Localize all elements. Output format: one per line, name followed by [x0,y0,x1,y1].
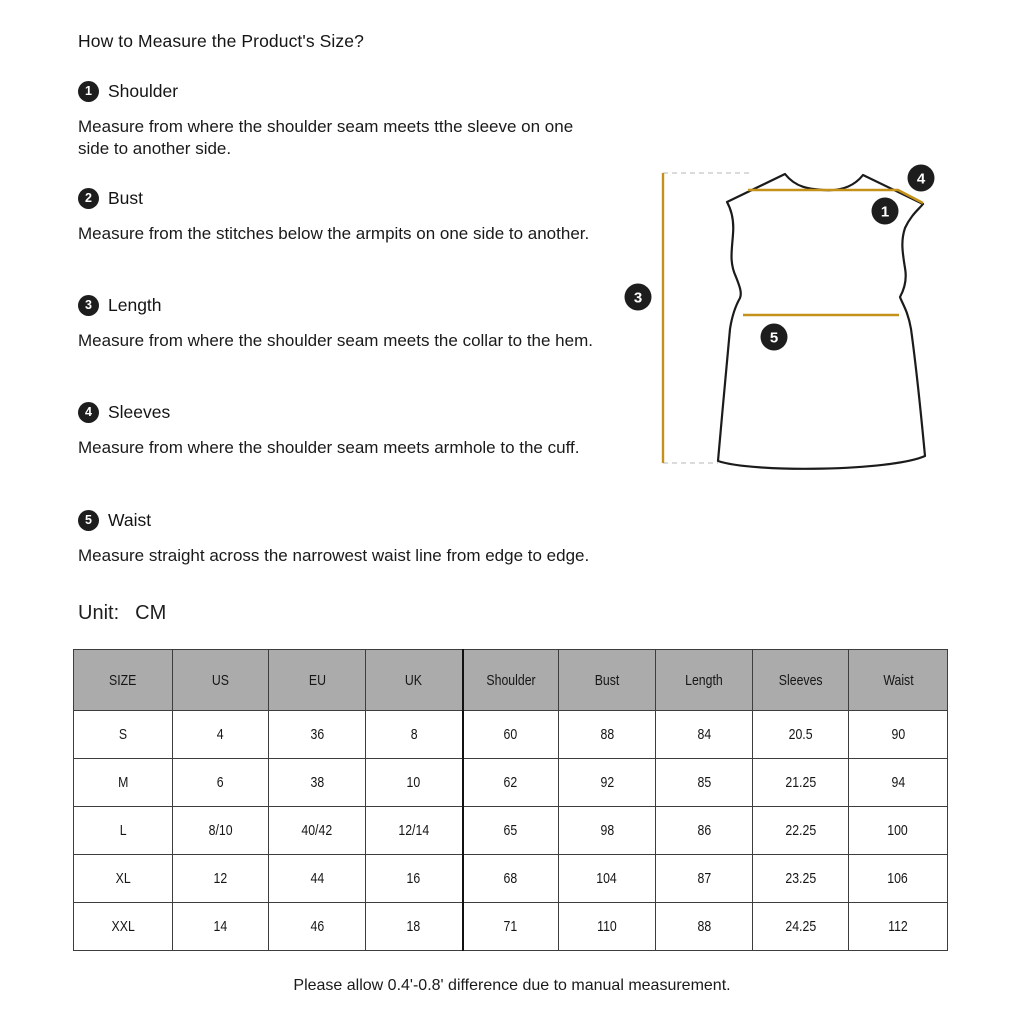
table-row-m [74,759,948,807]
diagram-marker-length [625,284,652,311]
cell-us: 12 [213,870,228,887]
col-header-sleeves-label: Sleeves [778,671,823,689]
cell-shoulder: 60 [503,726,518,743]
cell-waist: 90 [891,726,905,743]
cell-eu: 40/42 [301,822,333,839]
diagram-marker-shoulder [872,198,899,225]
col-header-us [173,650,269,711]
table-cell [463,711,559,759]
garment-diagram [600,150,960,480]
unit-line [78,602,166,625]
cell-bust: 104 [596,870,618,887]
col-header-shoulder [463,650,559,711]
section-sleeves-heading [78,401,610,423]
table-cell [269,903,366,951]
section-sleeves-desc: Measure from where the shoulder seam meets armhole to the cuff. [78,438,580,457]
section-sleeves [78,401,610,459]
table-header-row [74,650,948,711]
table-cell [849,807,948,855]
table-cell [74,711,173,759]
table-cell [366,855,463,903]
col-header-bust-label: Bust [594,671,620,689]
cell-size: S [118,726,128,743]
table-cell [173,855,269,903]
section-bust-label: Bust [108,187,144,208]
section-waist-heading [78,509,610,531]
number-badge-4: 4 [78,402,99,423]
section-waist-desc: Measure straight across the narrowest waist line from edge to edge. [78,546,590,565]
col-header-eu-label: EU [308,671,326,689]
section-shoulder-desc: Measure from where the shoulder seam meets tthe sleeve on one side to another side. [78,117,574,158]
col-header-size-label: SIZE [109,671,137,689]
table-cell [849,711,948,759]
col-header-uk-label: UK [405,671,423,689]
cell-shoulder: 62 [503,774,518,791]
table-cell [753,855,849,903]
table-cell [753,711,849,759]
cell-size: XXL [111,918,135,935]
unit-label: Unit: [78,602,120,624]
cell-size: XL [115,870,131,887]
cell-us: 14 [213,918,228,935]
cell-us: 4 [217,726,224,743]
col-header-waist [849,650,948,711]
section-length-heading [78,294,610,316]
table-cell [656,903,753,951]
section-shoulder [78,80,610,160]
table-row-s [74,711,948,759]
cell-sleeves: 24.25 [785,918,816,935]
table-cell [753,903,849,951]
table-cell [269,711,366,759]
diagram-marker-sleeves [908,165,935,192]
section-shoulder-heading [78,80,610,102]
table-cell [269,855,366,903]
table-cell [269,807,366,855]
number-badge-1: 1 [78,81,99,102]
col-header-sleeves [753,650,849,711]
cell-length: 84 [697,726,711,743]
cell-bust: 92 [600,774,614,791]
table-cell [74,807,173,855]
col-header-length-label: Length [685,671,723,689]
cell-sleeves: 22.25 [785,822,816,839]
section-bust [78,187,610,245]
cell-length: 88 [697,918,711,935]
table-cell [366,759,463,807]
col-header-uk [366,650,463,711]
table-cell [463,759,559,807]
section-sleeves-label: Sleeves [108,401,171,422]
size-table [73,649,948,951]
table-cell [559,903,656,951]
table-cell [849,759,948,807]
table-cell [849,855,948,903]
footer-note: Please allow 0.4'-0.8' difference due to manual measurement. [293,977,731,994]
cell-bust: 98 [600,822,614,839]
table-cell [463,807,559,855]
table-cell [173,759,269,807]
cell-uk: 12/14 [398,822,430,839]
table-row-xl [74,855,948,903]
diagram-marker-waist-label: 5 [769,329,779,347]
table-cell [656,759,753,807]
cell-waist: 106 [887,870,909,887]
table-cell [366,807,463,855]
cell-waist: 112 [888,918,908,935]
col-header-eu [269,650,366,711]
cell-uk: 8 [410,726,418,743]
cell-us: 8/10 [208,822,233,839]
table-cell [656,807,753,855]
diagram-marker-sleeves-label: 4 [916,170,926,188]
table-cell [173,807,269,855]
table-cell [559,807,656,855]
cell-shoulder: 71 [503,918,518,935]
col-header-size [74,650,173,711]
table-cell [173,903,269,951]
table-cell [269,759,366,807]
diagram-marker-shoulder-label: 1 [880,203,890,221]
section-waist [78,509,610,567]
size-table-body [74,711,948,951]
table-cell [74,903,173,951]
cell-eu: 46 [310,918,324,935]
cell-uk: 10 [406,774,421,791]
diagram-marker-length-label: 3 [633,289,643,307]
section-length-label: Length [108,294,162,315]
section-bust-desc: Measure from the stitches below the armpits on one side to another. [78,224,590,243]
col-header-length [656,650,753,711]
section-length [78,294,610,352]
table-row-l [74,807,948,855]
col-header-bust [559,650,656,711]
number-badge-2: 2 [78,188,99,209]
unit-value: CM [135,602,167,624]
cell-eu: 44 [310,870,324,887]
number-badge-5: 5 [78,510,99,531]
table-cell [559,759,656,807]
cell-sleeves: 20.5 [788,726,813,743]
table-cell [463,855,559,903]
cell-eu: 38 [310,774,324,791]
table-cell [74,855,173,903]
table-cell [753,807,849,855]
diagram-marker-waist [761,324,788,351]
cell-waist: 94 [891,774,905,791]
table-cell [366,711,463,759]
col-header-shoulder-label: Shoulder [486,671,536,689]
cell-eu: 36 [310,726,324,743]
cell-length: 86 [697,822,711,839]
table-cell [366,903,463,951]
table-cell [173,711,269,759]
page-title: How to Measure the Product's Size? [78,31,364,51]
table-cell [656,855,753,903]
table-cell [559,855,656,903]
col-header-waist-label: Waist [882,671,914,689]
table-row-xxl [74,903,948,951]
table-cell [753,759,849,807]
section-shoulder-label: Shoulder [108,80,179,101]
size-table-header [74,650,948,711]
table-cell [463,903,559,951]
col-header-us-label: US [211,671,230,689]
cell-size: L [119,822,127,839]
cell-uk: 16 [406,870,421,887]
cell-shoulder: 65 [503,822,518,839]
cell-waist: 100 [887,822,909,839]
cell-uk: 18 [406,918,421,935]
section-waist-label: Waist [108,509,152,530]
cell-shoulder: 68 [503,870,518,887]
table-cell [74,759,173,807]
cell-bust: 88 [600,726,614,743]
cell-length: 85 [697,774,711,791]
table-cell [559,711,656,759]
section-bust-heading [78,187,610,209]
cell-sleeves: 21.25 [785,774,816,791]
number-badge-3: 3 [78,295,99,316]
cell-sleeves: 23.25 [785,870,816,887]
cell-length: 87 [697,870,711,887]
cell-bust: 110 [597,918,617,935]
table-cell [849,903,948,951]
cell-size: M [117,774,129,791]
section-length-desc: Measure from where the shoulder seam meets the collar to the hem. [78,331,593,350]
cell-us: 6 [217,774,224,791]
table-cell [656,711,753,759]
